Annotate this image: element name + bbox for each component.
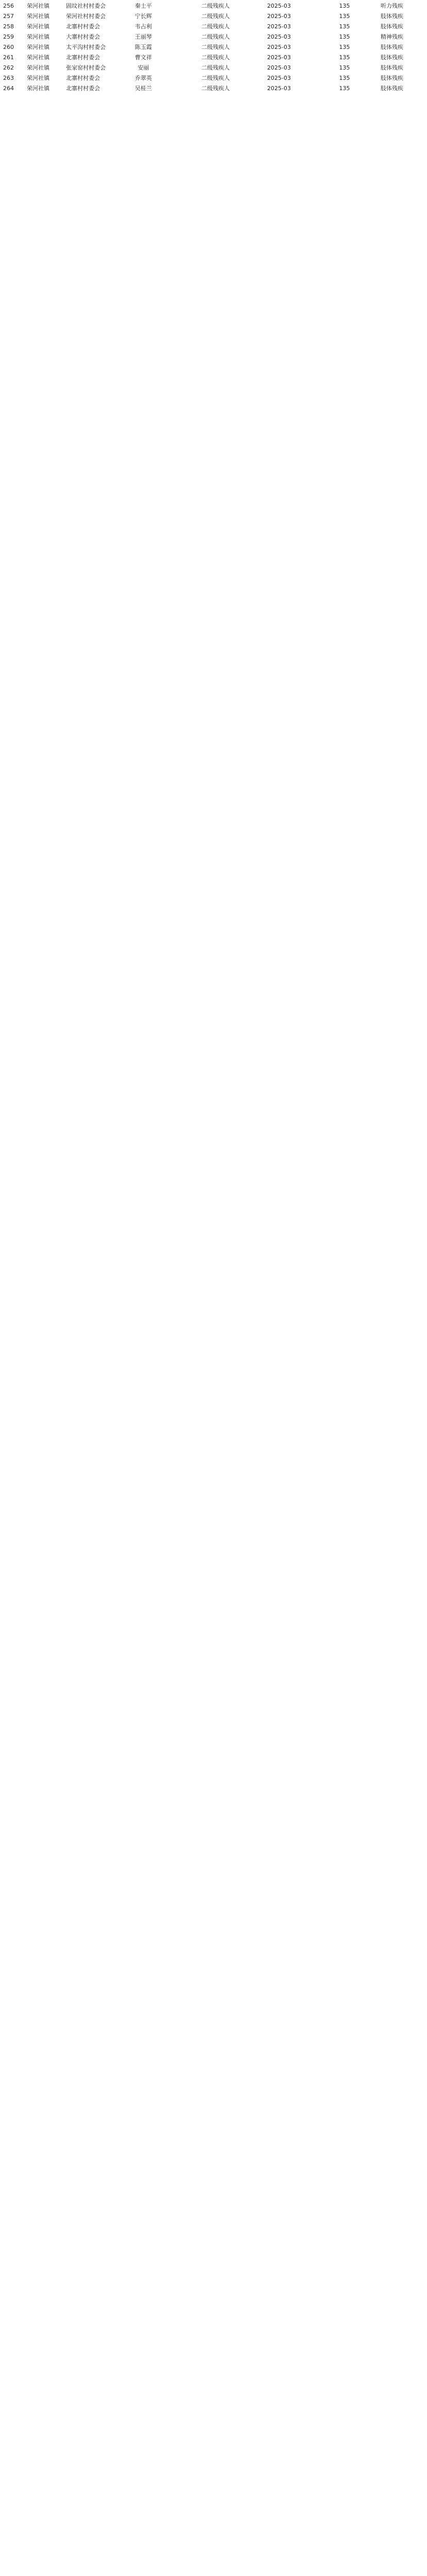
town-cell: 荣河社镇 xyxy=(27,85,50,92)
amount-cell: 135 xyxy=(339,54,350,61)
type-cell: 二级残疾人 xyxy=(201,54,230,61)
table-row xyxy=(1,53,425,63)
row-index: 257 xyxy=(3,13,14,20)
row-index: 264 xyxy=(3,85,14,92)
date-cell: 2025-03 xyxy=(267,3,291,9)
date-cell: 2025-03 xyxy=(267,85,291,92)
table-row xyxy=(1,11,425,22)
name-cell: 宁长辉 xyxy=(135,13,152,20)
table-row xyxy=(1,83,425,94)
note-cell: 肢体残疾 xyxy=(381,44,403,51)
row-index: 263 xyxy=(3,75,14,82)
village-cell: 北寨村村委会 xyxy=(66,75,100,82)
date-cell: 2025-03 xyxy=(267,64,291,72)
row-index: 259 xyxy=(3,33,14,41)
amount-cell: 135 xyxy=(339,75,350,82)
village-cell: 太平沟村村委会 xyxy=(66,44,106,51)
table-row xyxy=(1,1,425,11)
village-cell: 北寨村村委会 xyxy=(66,85,100,92)
date-cell: 2025-03 xyxy=(267,33,291,41)
type-cell: 二级残疾人 xyxy=(201,44,230,51)
table-row xyxy=(1,42,425,53)
name-cell: 吴桂兰 xyxy=(135,85,152,92)
date-cell: 2025-03 xyxy=(267,23,291,30)
table-row xyxy=(1,22,425,32)
note-cell: 肢体残疾 xyxy=(381,85,403,92)
type-cell: 二级残疾人 xyxy=(201,23,230,30)
type-cell: 二级残疾人 xyxy=(201,33,230,41)
town-cell: 荣河社镇 xyxy=(27,23,50,30)
type-cell: 二级残疾人 xyxy=(201,75,230,82)
note-cell: 肢体残疾 xyxy=(381,23,403,30)
table-row xyxy=(1,73,425,83)
type-cell: 二级残疾人 xyxy=(201,3,230,9)
name-cell: 秦士平 xyxy=(135,3,152,9)
note-cell: 肢体残疾 xyxy=(381,54,403,61)
date-cell: 2025-03 xyxy=(267,75,291,82)
amount-cell: 135 xyxy=(339,13,350,20)
type-cell: 二级残疾人 xyxy=(201,13,230,20)
type-cell: 二级残疾人 xyxy=(201,85,230,92)
town-cell: 荣河社镇 xyxy=(27,75,50,82)
note-cell: 肢体残疾 xyxy=(381,13,403,20)
amount-cell: 135 xyxy=(339,85,350,92)
name-cell: 陈玉霞 xyxy=(135,44,152,51)
town-cell: 荣河社镇 xyxy=(27,64,50,72)
type-cell: 二级残疾人 xyxy=(201,64,230,72)
name-cell: 韦占利 xyxy=(135,23,152,30)
note-cell: 肢体残疾 xyxy=(381,64,403,72)
town-cell: 荣河社镇 xyxy=(27,44,50,51)
town-cell: 荣河社镇 xyxy=(27,33,50,41)
row-index: 260 xyxy=(3,44,14,51)
village-cell: 大寨村村委会 xyxy=(66,33,100,41)
date-cell: 2025-03 xyxy=(267,54,291,61)
name-cell: 王丽琴 xyxy=(135,33,152,41)
date-cell: 2025-03 xyxy=(267,13,291,20)
amount-cell: 135 xyxy=(339,44,350,51)
date-cell: 2025-03 xyxy=(267,44,291,51)
amount-cell: 135 xyxy=(339,23,350,30)
name-cell: 曹文祥 xyxy=(135,54,152,61)
amount-cell: 135 xyxy=(339,64,350,72)
note-cell: 肢体残疾 xyxy=(381,75,403,82)
village-cell: 北寨村村委会 xyxy=(66,23,100,30)
row-index: 261 xyxy=(3,54,14,61)
village-cell: 荣河社村村委会 xyxy=(66,13,106,20)
row-index: 258 xyxy=(3,23,14,30)
village-cell: 北寨村村委会 xyxy=(66,54,100,61)
note-cell: 精神残疾 xyxy=(381,33,403,41)
village-cell: 固坟社村村委会 xyxy=(66,3,106,9)
note-cell: 听力残疾 xyxy=(381,3,403,9)
town-cell: 荣河社镇 xyxy=(27,54,50,61)
spreadsheet-sheet xyxy=(1,1,425,2576)
town-cell: 荣河社镇 xyxy=(27,3,50,9)
village-cell: 张家窑村村委会 xyxy=(66,64,106,72)
town-cell: 荣河社镇 xyxy=(27,13,50,20)
name-cell: 乔翠英 xyxy=(135,75,152,82)
table-row xyxy=(1,63,425,73)
row-index: 256 xyxy=(3,3,14,9)
row-index: 262 xyxy=(3,64,14,72)
amount-cell: 135 xyxy=(339,3,350,9)
amount-cell: 135 xyxy=(339,33,350,41)
name-cell: 安丽 xyxy=(138,64,149,72)
table-row xyxy=(1,32,425,42)
